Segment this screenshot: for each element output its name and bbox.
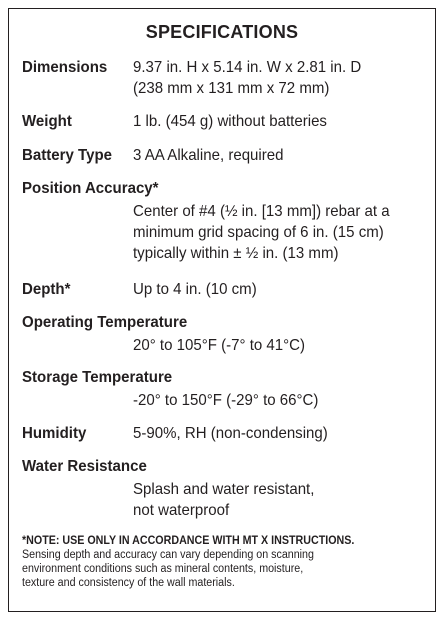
spec-value-line: typically within ± ½ in. (13 mm) xyxy=(133,245,339,262)
spec-label-depth: Depth* xyxy=(22,281,71,298)
spec-value-line: -20° to 150°F (-29° to 66°C) xyxy=(133,392,319,409)
spec-value-dimensions xyxy=(133,57,361,99)
spec-label-humidity: Humidity xyxy=(22,425,87,442)
page-title: SPECIFICATIONS xyxy=(145,22,299,42)
spec-label-weight: Weight xyxy=(22,113,72,130)
spec-value-line: 1 lb. (454 g) without batteries xyxy=(133,113,327,130)
spec-label-water-resistance: Water Resistance xyxy=(22,458,147,475)
spec-value-line: not waterproof xyxy=(133,502,230,519)
spec-value-line: 3 AA Alkaline, required xyxy=(133,147,284,164)
spec-value-storage-temperature xyxy=(133,390,318,411)
footnote-title: *NOTE: USE ONLY IN ACCORDANCE WITH MT X INSTRUCTIONS. xyxy=(22,535,355,547)
footnote-body xyxy=(22,548,442,590)
spec-row-water-resistance xyxy=(22,456,155,477)
footnote-line: environment conditions such as mineral contents, moisture, xyxy=(22,563,304,575)
spec-value-line: Up to 4 in. (10 cm) xyxy=(133,281,257,298)
spec-value-line: 5-90%, RH (non-condensing) xyxy=(133,425,328,442)
spec-label-position-accuracy: Position Accuracy* xyxy=(22,180,159,197)
spec-value-line: Center of #4 (½ in. [13 mm]) rebar at a xyxy=(133,203,390,220)
spec-label-battery-type: Battery Type xyxy=(22,147,112,164)
spec-row-dimensions xyxy=(22,57,113,78)
spec-label-dimensions: Dimensions xyxy=(22,59,108,76)
spec-row-position-accuracy xyxy=(22,178,167,199)
footnote-line: texture and consistency of the wall materials. xyxy=(22,577,235,589)
spec-value-line: minimum grid spacing of 6 in. (15 cm) xyxy=(133,224,384,241)
spec-value-battery-type xyxy=(133,145,284,166)
spec-value-operating-temperature xyxy=(133,335,305,356)
spec-value-weight xyxy=(133,111,327,132)
spec-label-storage-temperature: Storage Temperature xyxy=(22,369,173,386)
spec-row-humidity xyxy=(22,423,90,444)
spec-row-storage-temperature xyxy=(22,367,182,388)
spec-row-battery-type xyxy=(22,145,118,166)
spec-value-line: 20° to 105°F (-7° to 41°C) xyxy=(133,337,306,354)
spec-value-water-resistance xyxy=(133,479,314,521)
spec-value-line: 9.37 in. H x 5.14 in. W x 2.81 in. D xyxy=(133,59,362,76)
spec-value-depth xyxy=(133,279,257,300)
spec-value-line: (238 mm x 131 mm x 72 mm) xyxy=(133,80,330,97)
spec-row-depth xyxy=(22,279,74,300)
footnote-line: Sensing depth and accuracy can vary depending on scanning xyxy=(22,549,314,561)
spec-row-operating-temperature xyxy=(22,312,198,333)
spec-label-operating-temperature: Operating Temperature xyxy=(22,314,188,331)
spec-row-weight xyxy=(22,111,75,132)
footnote xyxy=(22,534,442,590)
spec-value-humidity xyxy=(133,423,328,444)
spec-value-line: Splash and water resistant, xyxy=(133,481,315,498)
spec-value-position-accuracy xyxy=(133,201,390,264)
